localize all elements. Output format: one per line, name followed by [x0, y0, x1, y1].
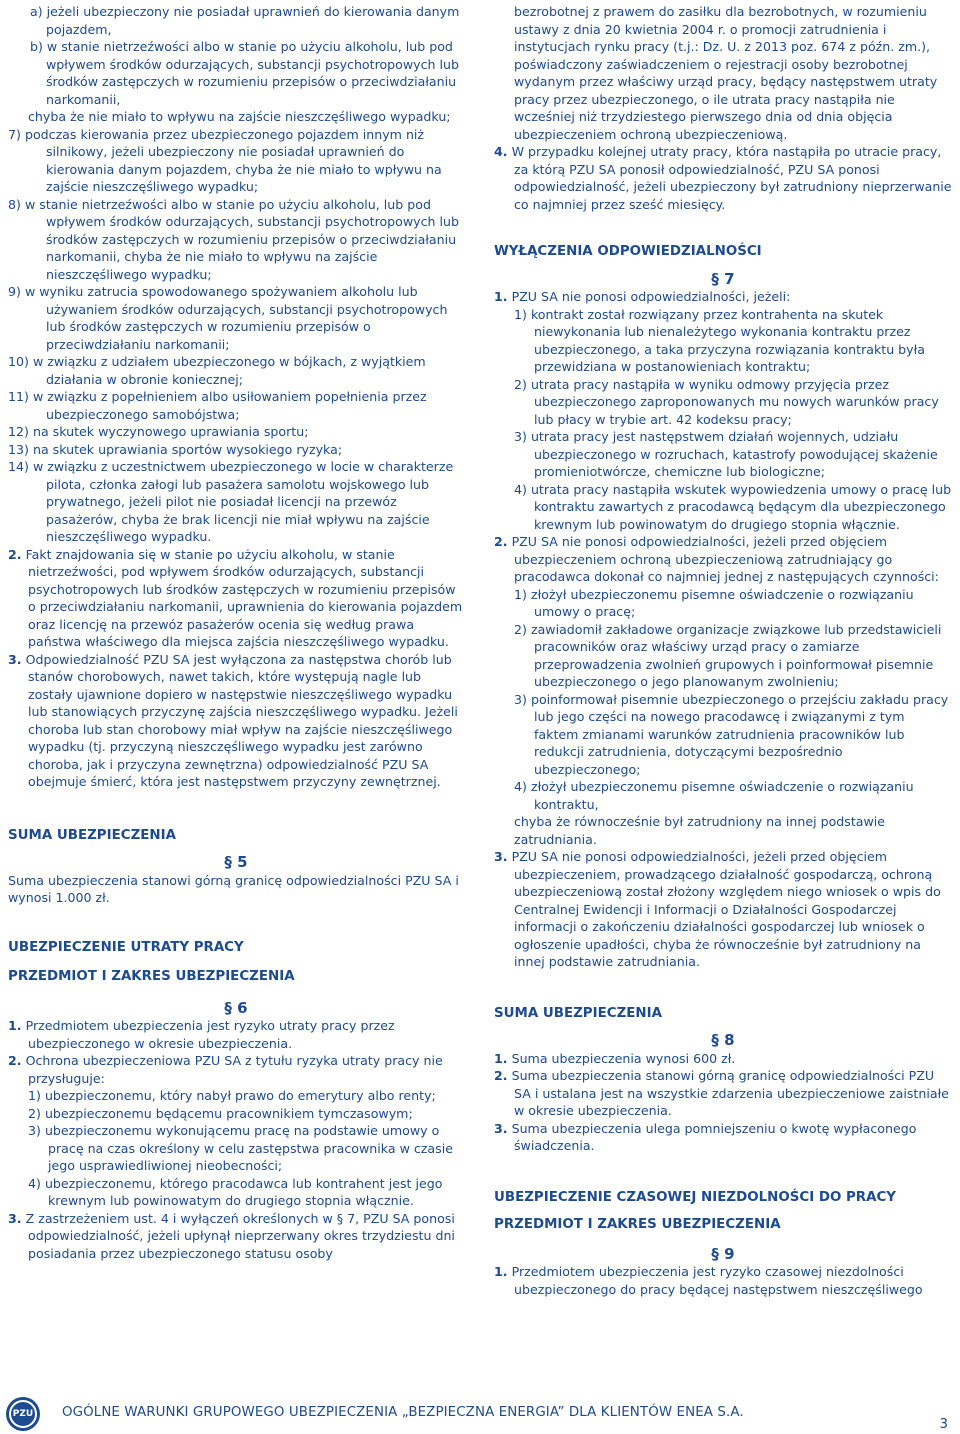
continuation-a: a) jeżeli ubezpieczony nie posiadał uprawnień do kierowania danym pojazdem, [30, 4, 460, 37]
list-item-text: na skutek wyczynowego uprawiania sportu; [32, 424, 309, 439]
list-item [8, 423, 464, 441]
right-column [494, 3, 952, 1298]
list-item [8, 458, 464, 546]
list-item-text: utrata pracy nastąpiła w wyniku odmowy przyjęcia przez ubezpieczonego zaproponowanych mu nowych warunków pracy lub płacy w trybie art. 42 kodeksu pracy; [530, 376, 939, 427]
section-heading-przedmiot-right: PRZEDMIOT I ZAKRES UBEZPIECZENIA [494, 1217, 781, 1232]
list-item-number: 2) [514, 376, 527, 392]
list-item-text: poinformował pisemnie ubezpieczonego o przejściu zakładu pracy lub jego części na nowego pracodawcę i związanymi z tym faktem zmianami warunków zatrudnienia pracowników lub redukcji zatrudnienia, dotyczącymi bezpośrednio ubezpieczonego; [530, 691, 949, 777]
list-item [494, 306, 952, 376]
list-item-number: 3) [514, 429, 527, 444]
list-item [494, 428, 952, 481]
list-item-text: Suma ubezpieczenia ulega pomniejszeniu o kwotę wypłaconego świadczenia. [511, 1120, 917, 1153]
s8-list [494, 1050, 952, 1155]
pzu-logo: PZU [6, 1397, 40, 1431]
list-item-text: w związku z udziałem ubezpieczonego w bójkach, z wyjątkiem działania w obronie koniecznej; [32, 354, 426, 387]
list-item-text: w wyniku zatrucia spowodowanego spożywaniem alkoholu lub używaniem środków odurzających, substancji psychotropowych lub środków zastępczych w rozumieniu przepisów o przeciwdziałaniu narkomanii; [24, 284, 448, 352]
list-item-number: 12) [8, 424, 29, 439]
list-item-text: w związku z uczestnictwem ubezpieczonego w locie w charakterze pilota, członka załogi lub pasażera samolotu wojskowego lub prywatnego, jeżeli pilot nie posiadał licencji na przewóz pasażerów, chyba że brak licencji nie miał wpływu na zajście nieszczęśliwego wypadku. [32, 459, 454, 544]
paragraph-mark-6: § 6 [224, 998, 248, 1017]
list-item-number: 1) [514, 306, 527, 322]
list-item [8, 196, 464, 284]
list-item-number: 7) [8, 126, 21, 142]
list-item-text: na skutek uprawiania sportów wysokiego ryzyka; [32, 441, 343, 457]
left-column [8, 3, 464, 1262]
paragraph-3: 3. Odpowiedzialność PZU SA jest wyłączona za następstwa chorób lub stanów chorobowych, nawet takich, które występują nagle lub zostały ujawnione dopiero w następstwie nieszczęśliwego wypadku lub stanowiących przyczynę zajścia nieszczęśliwego wypadku. Jeżeli choroba lub stan chorobowy miał wpływ na zajście nieszczęśliwego wypadku (tj. przyczyną nieszczęśliwego wypadku jest zarówno choroba, jak i przyczyna zewnętrzna) odpowiedzialność PZU SA obejmuje śmierć, która jest następstwem przyczyny zewnętrznej. [8, 651, 458, 789]
section-heading-suma-right: SUMA UBEZPIECZENIA [494, 1005, 662, 1021]
s7-item-3: 3. PZU SA nie ponosi odpowiedzialności, jeżeli przed objęciem ubezpieczeniem, prowadzącego działalność gospodarczą, ochroną ubezpieczeniową został złożony względem niego wniosek o wpis do Centralnej Ewidencji i Informacji o Działalności Gospodarczej informacji o zakończeniu działalności gospodarczej lub wniosek o ogłoszenie upadłości, chyba że równocześnie był zatrudniony na innej podstawie zatrudniania. [494, 849, 941, 969]
list-item-text: podczas kierowania przez ubezpieczonego pojazdem innym niż silnikowy, jeżeli ubezpieczony nie posiadał uprawnień do kierowania danym pojazdem, chyba że nie miało to wpływu na zajście nieszczęśliwego wypadku; [24, 126, 442, 194]
list-item-number: 14) [8, 459, 29, 474]
list-item [494, 778, 952, 813]
s7-2-tail: chyba że równocześnie był zatrudniony na innej podstawie zatrudniania. [514, 814, 886, 847]
list-item-number: 2) [514, 621, 527, 637]
section-heading-przedmiot: PRZEDMIOT I ZAKRES UBEZPIECZENIA [8, 969, 295, 984]
list-item [8, 353, 464, 388]
list-item-number: 4) [28, 1175, 41, 1191]
s6-sublist [8, 1087, 464, 1210]
section-heading-czasowej: UBEZPIECZENIE CZASOWEJ NIEZDOLNOŚCI DO PRACY [494, 1189, 897, 1205]
section-heading-utraty: UBEZPIECZENIE UTRATY PRACY [8, 939, 244, 955]
list-item-number: 10) [8, 354, 29, 369]
list-item-number: 9) [8, 284, 21, 299]
list-item [494, 621, 952, 691]
list-item-text: utrata pracy nastąpiła wskutek wypowiedzenia umowy o pracę lub kontraktu zawartych z pracodawcą będącym dla ubezpieczonego krewnym lub powinowatym do drugiego stopnia włącznie. [530, 481, 952, 532]
list-item-number: 3) [28, 1123, 41, 1138]
list-item-text: złożył ubezpieczonemu pisemne oświadczenie o rozwiązaniu kontraktu, [530, 779, 914, 812]
exclusion-list [8, 126, 464, 546]
list-item-text: w stanie nietrzeźwości albo w stanie po użyciu alkoholu, lub pod wpływem środków odurzających, substancji psychotropowych lub środków zastępczych w rozumieniu przepisów o przeciwdziałaniu narkomanii, chyba że nie miało to wpływu na zajście nieszczęśliwego wypadku; [24, 196, 460, 282]
s6-item-3: 3. Z zastrzeżeniem ust. 4 i wyłączeń określonych w § 7, PZU SA ponosi odpowiedzialność, jeżeli upłynął nieprzerwany okres trzydziestu dni posiadania przez ubezpieczonego statusu osoby [8, 1210, 455, 1261]
list-item-number: 3) [514, 691, 527, 707]
continuation-b: b) w stanie nietrzeźwości albo w stanie po użyciu alkoholu, lub pod wpływem środków odurzających, substancji psychotropowych lub środków zastępczych w rozumieniu przepisów o przeciwdziałaniu narkomanii, [30, 39, 460, 107]
list-item-number: 8) [8, 196, 21, 212]
list-item [8, 126, 464, 196]
s7-item-2: 2. PZU SA nie ponosi odpowiedzialności, jeżeli przed objęciem ubezpieczeniem ochroną ubezpieczeniową zatrudniający go pracodawca dokonał co najmniej jednej z następujących czynności: [494, 534, 939, 584]
list-item-number: 3. [494, 1120, 508, 1136]
list-item-text: ubezpieczonemu, który nabył prawo do emerytury albo renty; [44, 1088, 436, 1103]
s7-item-1: 1. PZU SA nie ponosi odpowiedzialności, jeżeli: [494, 289, 791, 304]
list-item-number: 1) [28, 1088, 41, 1103]
list-item-text: Suma ubezpieczenia wynosi 600 zł. [511, 1050, 736, 1066]
page-footer [0, 1395, 960, 1434]
list-item-text: w związku z popełnieniem albo usiłowaniem popełnienia przez ubezpieczonego samobójstwa; [32, 389, 427, 422]
list-item-text: utrata pracy jest następstwem działań wojennych, udziału ubezpieczonego w rozruchach, katastrofy powodującej skażenie promieniotwórcze, chemiczne lub biologiczne; [530, 429, 938, 479]
list-item-text: złożył ubezpieczonemu pisemne oświadczenie o rozwiązaniu umowy o pracę; [530, 586, 914, 619]
footer-title: OGÓLNE WARUNKI GRUPOWEGO UBEZPIECZENIA „BEZPIECZNA ENERGIA” DLA KLIENTÓW ENEA S.A. [62, 1405, 744, 1420]
list-item-number: 1. [494, 1050, 508, 1066]
list-item [8, 441, 464, 459]
list-item [494, 1050, 952, 1068]
list-item [8, 1105, 464, 1123]
continuation-right: bezrobotnej z prawem do zasiłku dla bezrobotnych, w rozumieniu ustawy z dnia 20 kwietnia 2004 r. o promocji zatrudnienia i instytucjach rynku pracy (t.j.: Dz. U. z 2013 poz. 674 z późn. zm.), poświadczony zaświadczeniem o rejestracji osoby bezrobotnej wydanym przez właściwy urząd pracy, będący następstwem utraty pracy przez ubezpieczonego, o ile utrata pracy nastąpiła nie wcześniej niż trzydziestego pierwszego dnia od dnia objęcia ubezpieczeniem ochroną ubezpieczeniową. [514, 4, 938, 142]
list-item [8, 1175, 464, 1210]
list-item [494, 586, 952, 621]
list-item-number: 2. [494, 1068, 508, 1083]
list-item-number: 13) [8, 441, 29, 457]
list-item [494, 1120, 952, 1155]
list-item [494, 376, 952, 429]
continuation-tail: chyba że nie miało to wpływu na zajście nieszczęśliwego wypadku; [28, 109, 451, 124]
list-item [8, 1087, 464, 1105]
list-item [494, 691, 952, 779]
list-item [8, 388, 464, 423]
list-item [494, 481, 952, 534]
section-heading-wylaczenia: WYŁĄCZENIA ODPOWIEDZIALNOŚCI [494, 244, 762, 259]
list-item-number: 4) [514, 481, 527, 497]
list-item-number: 1) [514, 586, 527, 602]
list-item-text: ubezpieczonemu wykonującemu pracę na podstawie umowy o pracę na czas określony w celu zastępstwa pracownika w czasie jego usprawiedliwionej nieobecności; [44, 1123, 453, 1173]
page-number: 3 [939, 1417, 948, 1432]
s6-item-2: 2. Ochrona ubezpieczeniowa PZU SA z tytułu ryzyka utraty pracy nie przysługuje: [8, 1053, 443, 1086]
paragraph-mark-5: § 5 [224, 853, 248, 871]
list-item [8, 1122, 464, 1175]
list-item-text: zawiadomił zakładowe organizacje związkowe lub przedstawicieli pracowników oraz właściwy urząd pracy o zamiarze przeprowadzenia zwolnień grupowych i poinformował pisemnie ubezpieczonego o jego planowanym zwolnieniu; [530, 621, 942, 689]
suma-text: Suma ubezpieczenia stanowi górną granicę odpowiedzialności PZU SA i wynosi 1.000 zł. [8, 872, 459, 905]
paragraph-4: 4. W przypadku kolejnej utraty pracy, która nastąpiła po utracie pracy, za którą PZU SA ponosił odpowiedzialność, PZU SA ponosi odpowiedzialność, jeżeli ubezpieczony był zatrudniony nieprzerwanie co najmniej przez sześć miesięcy. [494, 144, 952, 212]
s7-1-sublist [494, 306, 952, 534]
list-item [8, 283, 464, 353]
s9-item-1: 1. Przedmiotem ubezpieczenia jest ryzyko czasowej niezdolności ubezpieczonego do pracy będącej następstwem nieszczęśliwego [494, 1264, 923, 1297]
list-item-text: kontrakt został rozwiązany przez kontrahenta na skutek niewykonania lub nienależytego wykonania kontraktu przez ubezpieczonego, a taka przyczyna rozwiązania kontraktu była przewidziana w postanowieniach kontraktu; [530, 306, 925, 374]
list-item-text: ubezpieczonemu będącemu pracownikiem tymczasowym; [44, 1105, 413, 1121]
list-item-text: Suma ubezpieczenia stanowi górną granicę odpowiedzialności PZU SA i ustalana jest na wszystkie zdarzenia ubezpieczeniowe zaistniałe w okresie ubezpieczenia. [511, 1068, 949, 1118]
s6-item-1: 1. Przedmiotem ubezpieczenia jest ryzyko utraty pracy przez ubezpieczonego w okresie ubezpieczenia. [8, 1018, 395, 1051]
paragraph-mark-8: § 8 [711, 1031, 735, 1049]
list-item-text: ubezpieczonemu, którego pracodawca lub kontrahent jest jego krewnym lub powinowatym do drugiego stopnia włącznie. [44, 1175, 443, 1208]
paragraph-mark-7: § 7 [711, 269, 735, 288]
section-heading-suma: SUMA UBEZPIECZENIA [8, 827, 176, 843]
list-item-number: 4) [514, 779, 527, 794]
s7-2-sublist [494, 586, 952, 814]
list-item-number: 2) [28, 1105, 41, 1121]
paragraph-mark-9: § 9 [711, 1244, 735, 1263]
list-item [494, 1067, 952, 1120]
paragraph-2: 2. Fakt znajdowania się w stanie po użyciu alkoholu, w stanie nietrzeźwości, pod wpływem środków odurzających, substancji psychotropowych lub środków zastępczych w rozumieniu przepisów o przeciwdziałaniu narkomanii, uprawnienia do kierowania pojazdem oraz licencję na przewóz pasażerów ocenia się według prawa państwa właściwego dla miejsca zajścia nieszczęśliwego wypadku. [8, 546, 463, 649]
list-item-number: 11) [8, 389, 29, 404]
